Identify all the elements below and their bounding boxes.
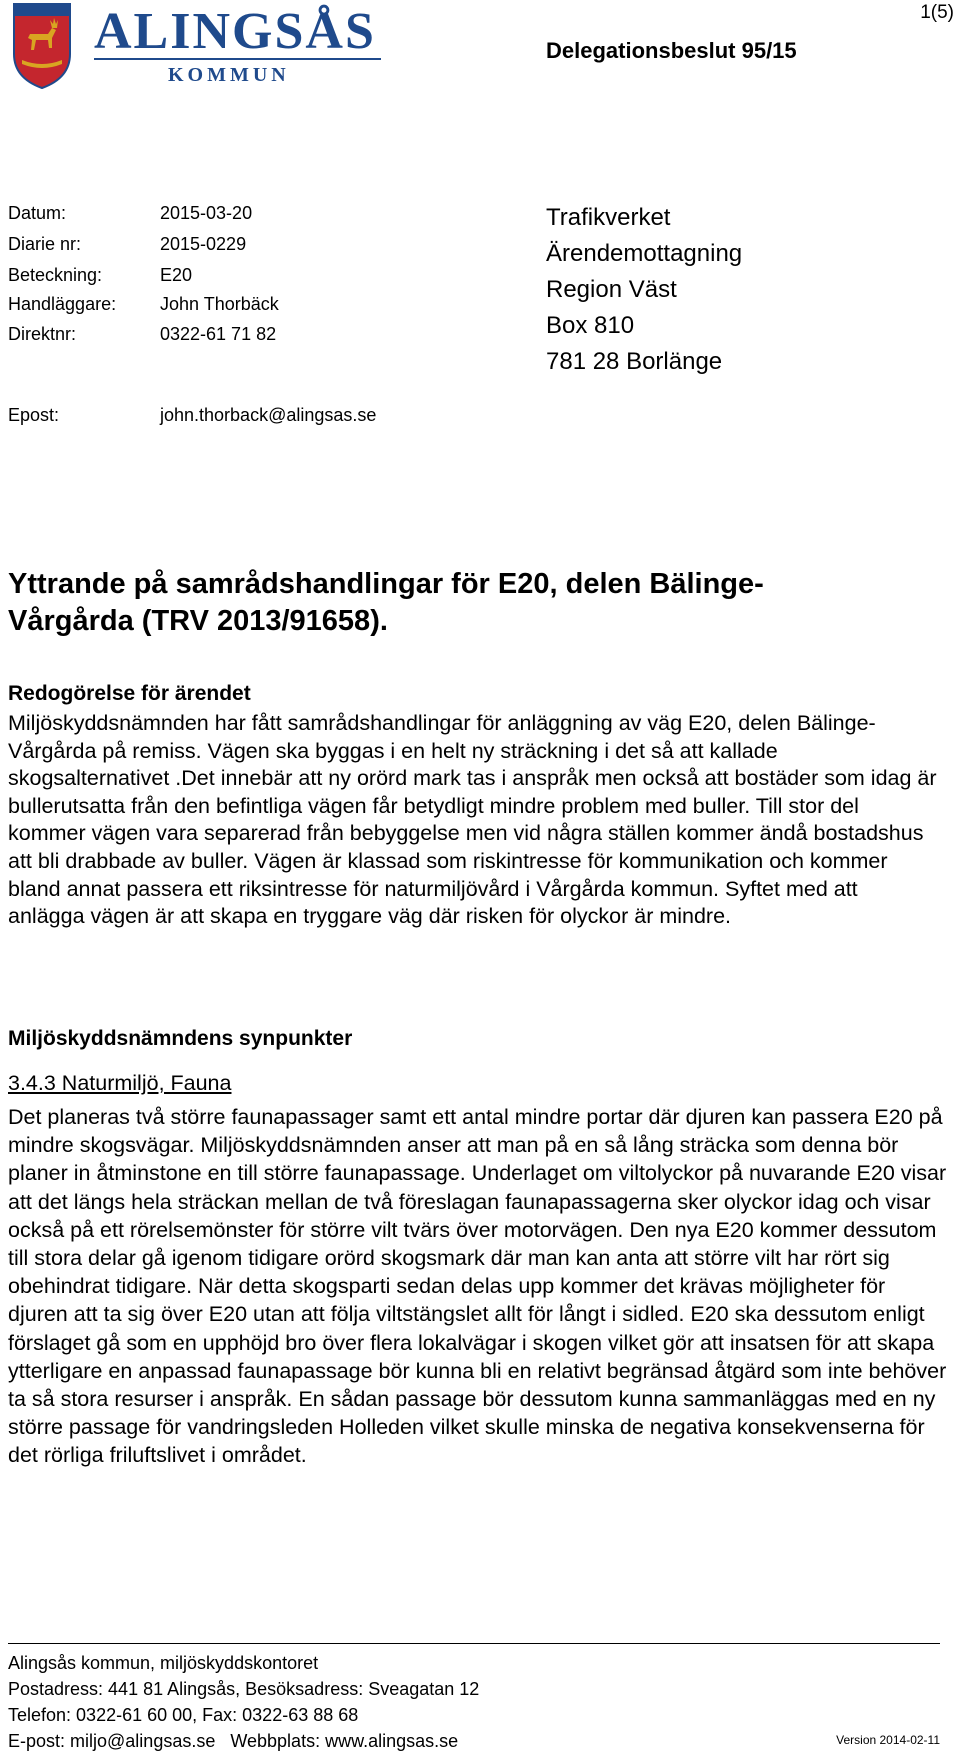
recipient-line: Region Väst [546,276,677,303]
recipient-line: Ärendemottagning [546,240,743,267]
meta-value: 0322-61 71 82 [160,324,277,344]
meta-value: John Thorbäck [160,294,279,314]
org-name: ALINGSÅS [94,3,376,60]
meta-value: 2015-03-20 [160,203,253,223]
recipient-address [546,200,742,380]
meta-label: Handläggare: [8,294,117,314]
meta-label: Datum: [8,203,67,223]
section-heading-redogorelse: Redogörelse för ärendet [8,682,251,705]
subheading-naturmiljo: 3.4.3 Naturmiljö, Fauna [8,1071,232,1095]
epost-value: john.thorback@alingsas.se [160,405,377,425]
recipient-line: Trafikverket [546,204,671,231]
section-heading-synpunkter: Miljöskyddsnämndens synpunkter [8,1027,353,1050]
meta-label: Direktnr: [8,324,77,344]
letter-title: Yttrande på samrådshandlingar för E20, delen Bälinge-Vårgårda (TRV 2013/91658). [8,568,764,637]
page-number: 1(5) [920,2,954,23]
footer-line-web: E-post: miljo@alingsas.se Webbplats: www.alingsas.se [8,1731,459,1751]
recipient-line: Box 810 [546,312,635,339]
logo-divider [94,58,381,60]
meta-label: Diarie nr: [8,234,82,254]
document-title: Delegationsbeslut 95/15 [546,38,797,63]
footer-line-org: Alingsås kommun, miljöskyddskontoret [8,1653,319,1673]
epost-label: Epost: [8,405,60,425]
section-body-synpunkter: Det planeras två större faunapassager samt ett antal mindre portar där djuren kan passera E20 på mindre skogsvägar. Miljöskyddsnämnden anser att man på en så lång sträcka som denna bör planer in åtminstone en till större faunapassage. Underlaget om viltolyckor på nuvarande E20 visar att det längs hela sträckan mellan de två föreslagan faunapassagerna sker olyckor idag och visar också på ett rörelsemönster för större vilt tvärs över motorvägen. Den nya E20 kommer dessutom till stora delar gå igenom tidigare orörd skogsmark där man kan anta att större vilt har rört sig obehindrat tidigare. När detta skogsparti sedan delas upp kommer det krävas möjligheter för djuren att ta sig över E20 utan att följa viltstängslet allt för långt i sidled. E20 ska dessutom enligt förslaget gå som en upphöjd bro över flera lokalvägar i skogen vilket gör att insatsen för att skapa ytterligare en anpassad faunapassage bör kunna bli en relativt begränsad åtgärd som inte behöver ta så stora resurser i anspråk. En sådan passage bör dessutom kunna sammanläggas med en ny större passage för vandringsleden Holleden vilket skulle minska de negativa konsekvenserna för det rörliga friluftslivet i området. [8,1105,947,1468]
recipient-line: 781 28 Borlänge [546,348,723,375]
meta-label: Beteckning: [8,265,103,285]
org-sub: KOMMUN [168,64,290,86]
footer-divider [8,1643,940,1644]
meta-value: E20 [160,265,193,285]
version-label: Version 2014-02-11 [836,1733,940,1747]
footer-address [8,1650,479,1754]
footer-line-post: Postadress: 441 81 Alingsås, Besöksadress: Sveagatan 12 [8,1679,480,1699]
footer-line-phone: Telefon: 0322-61 60 00, Fax: 0322-63 88 68 [8,1705,359,1725]
meta-value: 2015-0229 [160,234,247,254]
section-body-redogorelse: Miljöskyddsnämnden har fått samrådshandlingar för anläggning av väg E20, delen Bälinge-Vårgårda på remiss. Vägen ska byggas i en helt ny sträckning i det så att kallade skogsalternativet .Det innebär att ny orörd mark tas i anspråk men också att bostäder som idag är bullerutsatta från den befintliga vägen får betydligt mindre problem med buller. Till stor del kommer vägen vara separerad från bebyggelse men vid några ställen kommer ändå bostadshus att bli drabbade av buller. Vägen är klassad som riskintresse för kommunikation och kommer bland annat passera ett riksintresse för naturmiljövård i Vårgårda kommun. Syftet med att anlägga vägen är att skapa en tryggare väg där risken för olyckor är mindre. [8,711,937,929]
